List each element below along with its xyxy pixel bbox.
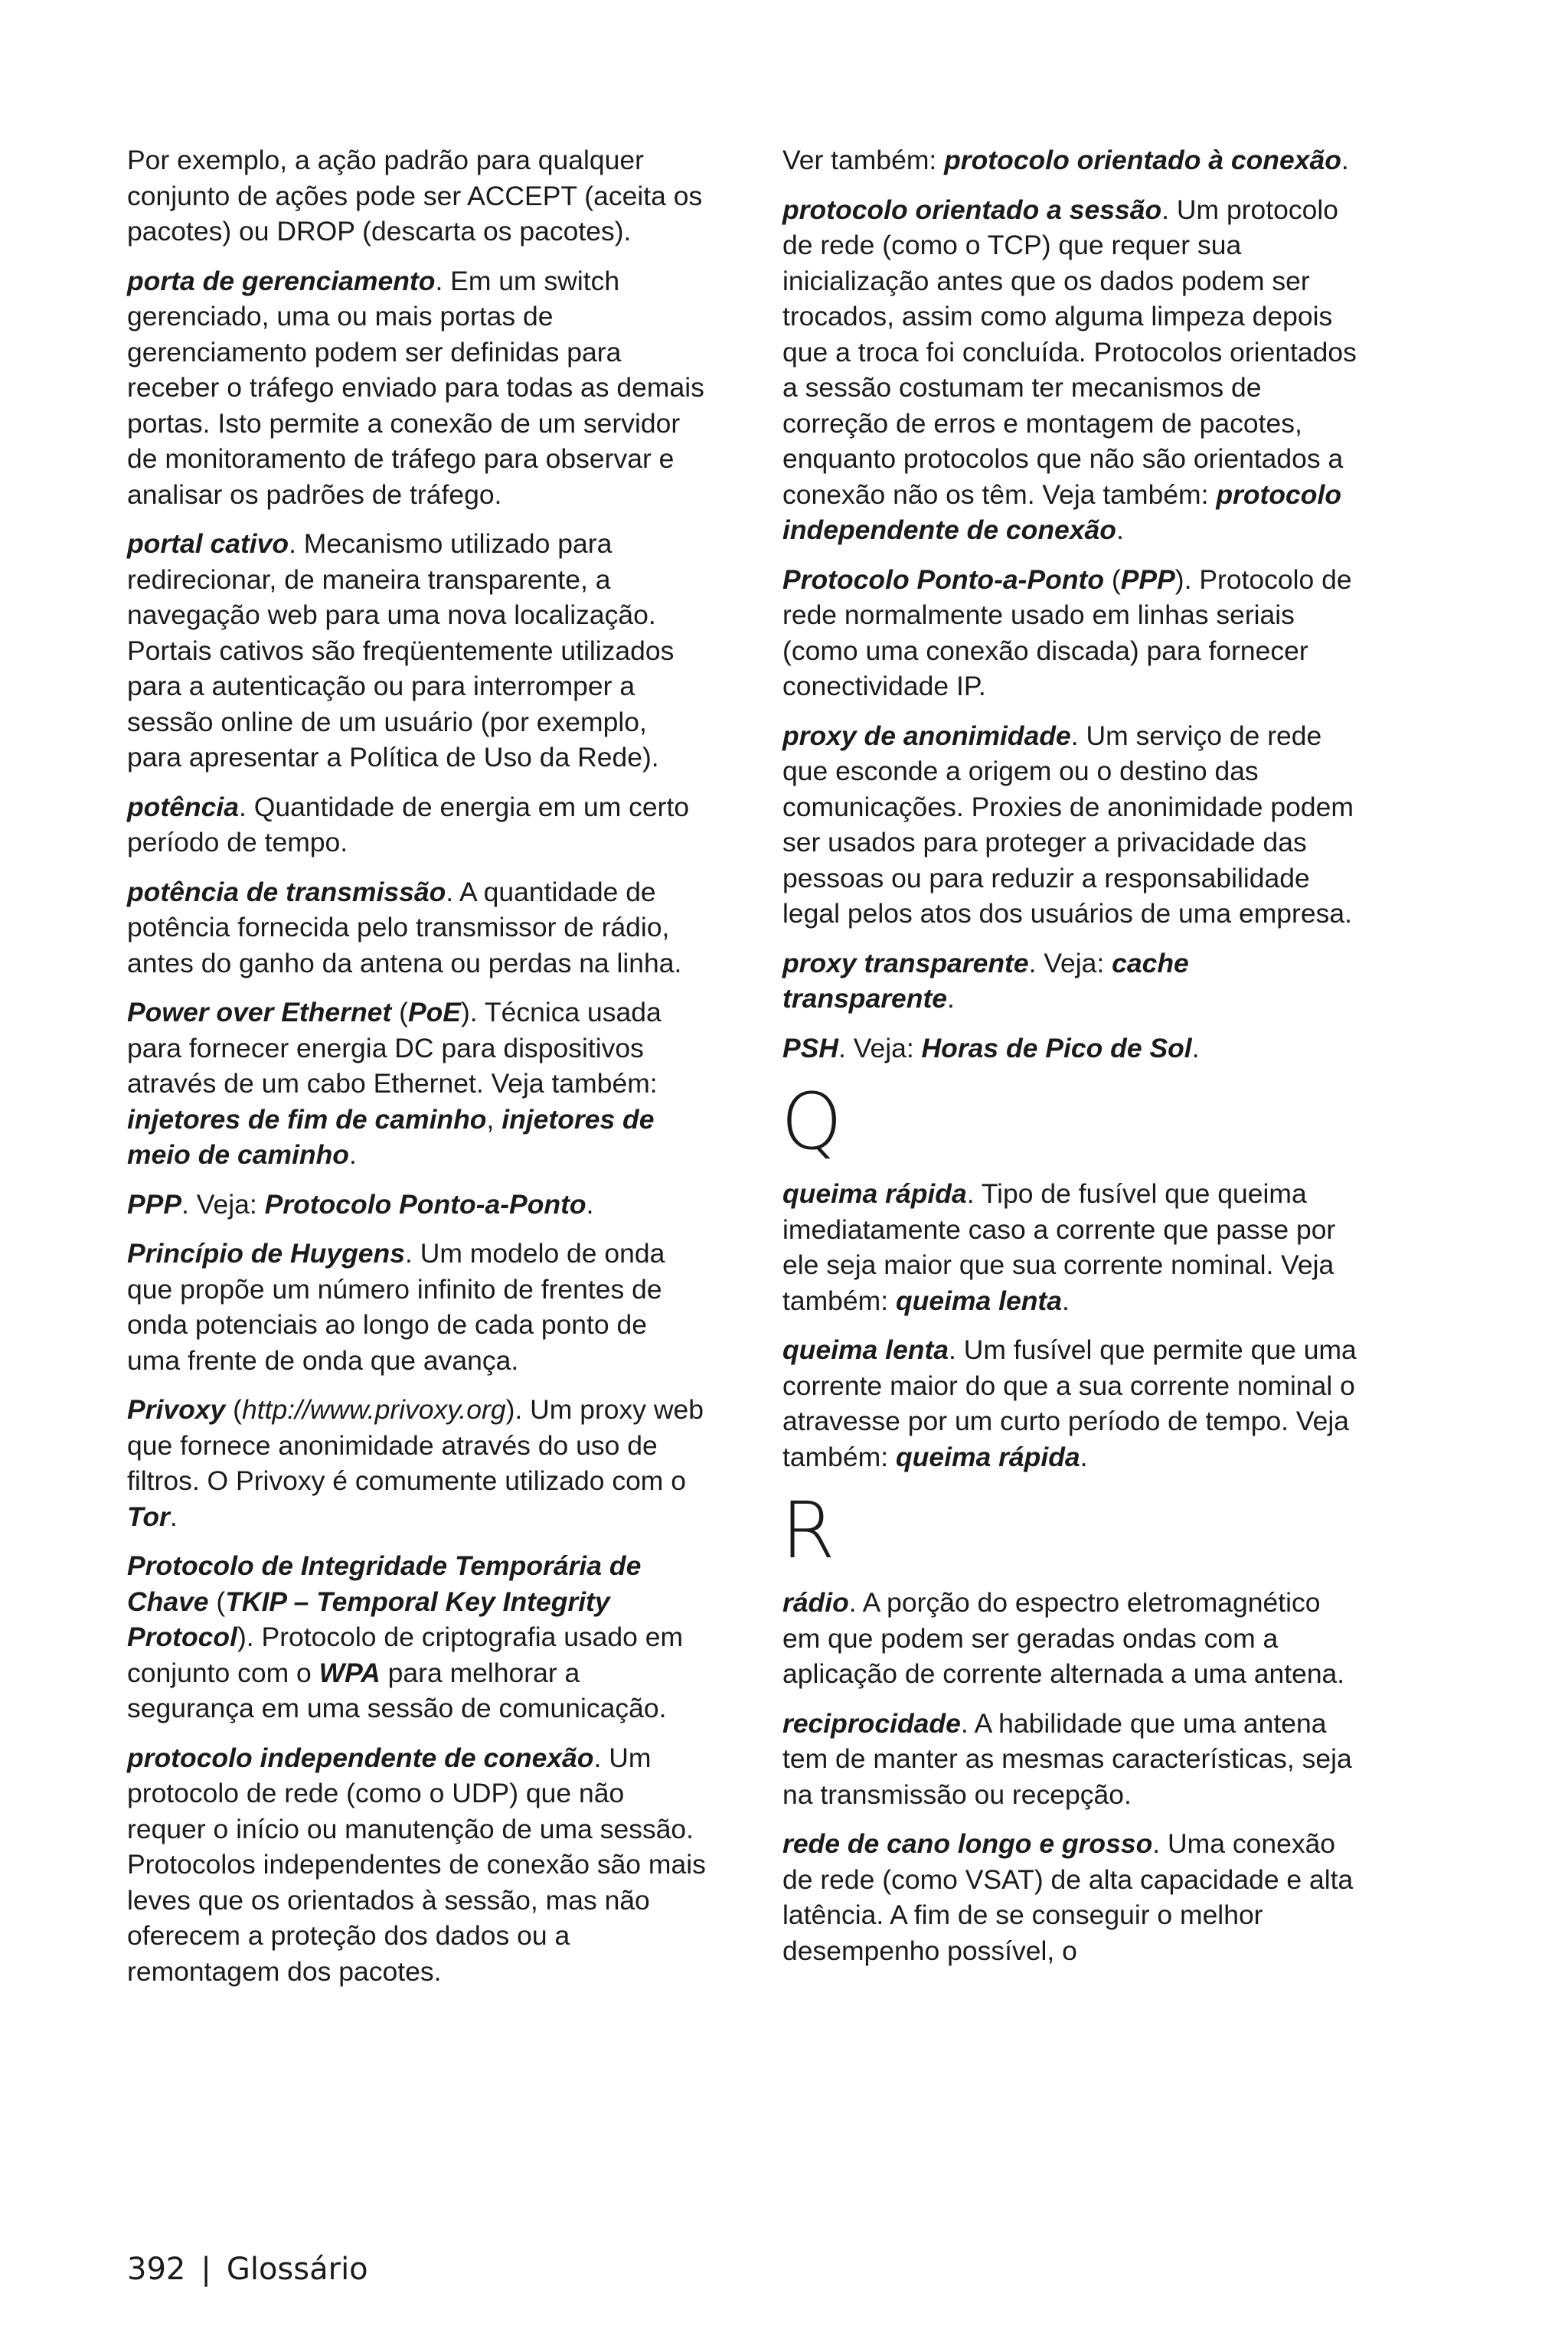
glossary-entry	[782, 1826, 1361, 1968]
entry-text: ). Protocolo de criptografia usado em conjunto com o	[127, 1622, 684, 1688]
footer-separator: |	[201, 2252, 211, 2287]
glossary-entry	[782, 192, 1361, 548]
glossary-term: protocolo independente de conexão	[782, 479, 1342, 545]
glossary-term: Horas de Pico de Sol	[921, 1032, 1192, 1063]
entry-text: .	[1116, 514, 1124, 545]
glossary-term: Power over Ethernet	[127, 997, 392, 1027]
glossary-term: TKIP – Temporal Key Integrity Protocol	[127, 1586, 610, 1652]
glossary-term: queima lenta	[895, 1285, 1062, 1316]
entry-text: ). Um proxy web que fornece anonimidade através do uso de filtros. O Privoxy é comumente utilizado com o	[127, 1394, 704, 1496]
glossary-term: injetores de meio de caminho	[127, 1103, 655, 1170]
glossary-term: Protocolo Ponto-a-Ponto	[782, 564, 1105, 595]
glossary-entry	[127, 995, 706, 1173]
entry-text: .	[169, 1501, 178, 1532]
glossary-term: proxy de anonimidade	[782, 720, 1071, 751]
glossary-term: cache transparente	[782, 947, 1189, 1014]
glossary-term: PPP	[127, 1188, 182, 1220]
entry-text: .	[586, 1188, 594, 1220]
glossary-entry	[127, 1236, 706, 1378]
glossary-entry	[127, 874, 706, 982]
glossary-entry	[127, 263, 706, 513]
glossary-term: PoE	[407, 997, 461, 1027]
entry-text: . Veja:	[181, 1188, 265, 1220]
glossary-entry	[127, 1187, 706, 1223]
glossary-entry	[782, 946, 1361, 1017]
glossary-term: rádio	[782, 1587, 849, 1618]
glossary-term: protocolo orientado a sessão	[782, 194, 1162, 225]
glossary-term: rede de cano longo e grosso	[782, 1828, 1153, 1859]
entry-text: . Uma conexão de rede (como VSAT) de alta capacidade e alta latência. A fim de se conseguir o melhor desempenho possível, o	[782, 1828, 1354, 1966]
glossary-term: protocolo independente de conexão	[127, 1742, 594, 1773]
right-column	[782, 142, 1361, 1982]
entry-text: Ver também:	[782, 145, 945, 175]
entry-text: . Um fusível que permite que uma corrente maior do que a sua corrente nominal o atravesse por um curto período de tempo. Veja também:	[782, 1334, 1357, 1472]
entry-text: para melhorar a segurança em uma sessão de comunicação.	[127, 1657, 667, 1723]
entry-text: . Veja:	[838, 1032, 922, 1063]
glossary-entry	[127, 526, 706, 776]
glossary-term: Protocolo de Integridade Temporária de Chave	[127, 1550, 642, 1617]
entry-text: . Um protocolo de rede (como o TCP) que requer sua inicialização antes que os dados podem ser trocados, assim como alguma limpeza depois que a troca foi concluída. Protocolos orientados a sessão costumam ter mecanismos de correção de erros e montagem de pacotes, enquanto protocolos que não são orientados a conexão não os têm. Veja também:	[782, 194, 1357, 510]
glossary-term: queima rápida	[895, 1441, 1080, 1472]
section-letter-q: Q	[781, 1076, 843, 1168]
glossary-term: Protocolo Ponto-a-Ponto	[264, 1188, 586, 1220]
entry-text: . A habilidade que uma antena tem de manter as mesmas características, seja na transmissão ou recepção.	[782, 1707, 1352, 1810]
glossary-entry	[782, 1332, 1361, 1475]
entry-text: (	[208, 1586, 226, 1617]
glossary-term: Tor	[127, 1501, 170, 1532]
glossary-entry	[782, 718, 1361, 932]
entry-text: (	[225, 1394, 242, 1425]
glossary-entry	[782, 1585, 1361, 1692]
section-letter-r: R	[781, 1485, 835, 1576]
glossary-entry	[782, 1031, 1361, 1067]
glossary-term: PPP	[1120, 564, 1175, 595]
glossary-term: potência de transmissão	[127, 876, 446, 907]
entry-text: . Veja:	[1028, 947, 1112, 978]
entry-text: . Um serviço de rede que esconde a origem ou o destino das comunicações. Proxies de anonimidade podem ser usados para proteger a privacidade das pessoas ou para reduzir a responsabilidade legal pelos atos dos usuários de uma empresa.	[782, 720, 1354, 929]
glossary-term: Privoxy	[127, 1394, 226, 1425]
glossary-entry	[782, 1706, 1361, 1813]
entry-text: .	[947, 983, 955, 1014]
glossary-entry	[127, 1548, 706, 1726]
entry-text: ,	[486, 1103, 502, 1135]
glossary-entry	[127, 1392, 706, 1534]
glossary-term: Princípio de Huygens	[127, 1238, 405, 1269]
entry-text: . Mecanismo utilizado para redirecionar, de maneira transparente, a navegação web para uma nova localização. Portais cativos são freqüentemente utilizados para a autenticação ou para interromper a sessão online de um usuário (por exemplo, para apresentar a Política de Uso da Rede).	[127, 528, 675, 773]
page-number: 392	[127, 2252, 186, 2287]
glossary-term: porta de gerenciamento	[127, 265, 436, 296]
glossary-entry	[782, 142, 1361, 178]
glossary-entry	[127, 789, 706, 861]
entry-text: ). Técnica usada para fornecer energia DC para dispositivos através de um cabo Ethernet. Veja também:	[127, 997, 662, 1099]
glossary-term: queima rápida	[782, 1178, 967, 1209]
entry-text: . Quantidade de energia em um certo período de tempo.	[127, 791, 690, 858]
entry-text: .	[1191, 1032, 1200, 1063]
glossary-term: protocolo orientado à conexão	[944, 145, 1341, 175]
glossary-entry	[782, 562, 1361, 704]
entry-text: Por exemplo, a ação padrão para qualquer conjunto de ações pode ser ACCEPT (aceita os pacotes) ou DROP (descarta os pacotes).	[127, 145, 703, 247]
glossary-term: reciprocidade	[782, 1707, 961, 1739]
entry-text: (	[391, 997, 408, 1027]
entry-text: . Em um switch gerenciado, uma ou mais portas de gerenciamento podem ser definidas para receber o tráfego enviado para todas as demais portas. Isto permite a conexão de um servidor de monitoramento de tráfego para observar e analisar os padrões de tráfego.	[127, 265, 704, 510]
glossary-term: PSH	[782, 1032, 838, 1063]
glossary-entry	[127, 1740, 706, 1990]
entry-text: ). Protocolo de rede normalmente usado em linhas seriais (como uma conexão discada) para fornecer conectividade IP.	[782, 564, 1352, 701]
glossary-term: potência	[127, 791, 239, 822]
entry-text: . A porção do espectro eletromagnético em que podem ser geradas ondas com a aplicação de corrente alternada a uma antena.	[782, 1587, 1345, 1689]
glossary-term: queima lenta	[782, 1334, 949, 1365]
entry-text: .	[1061, 1285, 1070, 1316]
entry-text: . Um modelo de onda que propõe um número infinito de frentes de onda potenciais ao longo de cada ponto de uma frente de onda que avança.	[127, 1238, 665, 1376]
italic-text: http://www.privoxy.org	[241, 1394, 506, 1425]
entry-text: . A quantidade de potência fornecida pelo transmissor de rádio, antes do ganho da antena ou perdas na linha.	[127, 876, 682, 978]
entry-text: (	[1104, 564, 1121, 595]
entry-text: .	[1341, 145, 1349, 175]
page-footer	[127, 2249, 368, 2289]
glossary-term: portal cativo	[127, 528, 289, 559]
entry-text: . Um protocolo de rede (como o UDP) que não requer o início ou manutenção de uma sessão. Protocolos independentes de conexão são mais leves que os orientados à sessão, mas não oferecem a proteção dos dados ou a remontagem dos pacotes.	[127, 1742, 706, 1987]
section-title: Glossário	[226, 2252, 368, 2287]
entry-text: .	[348, 1139, 357, 1170]
glossary-entry	[782, 1176, 1361, 1318]
glossary-term: WPA	[318, 1657, 381, 1688]
entry-text: . Tipo de fusível que queima imediatamente caso a corrente que passe por ele seja maior que sua corrente nominal. Veja também:	[782, 1178, 1336, 1316]
glossary-term: injetores de fim de caminho	[127, 1103, 487, 1135]
entry-text: .	[1080, 1441, 1088, 1472]
glossary-term: proxy transparente	[782, 947, 1029, 978]
left-column	[127, 142, 706, 2003]
glossary-entry	[127, 142, 706, 250]
